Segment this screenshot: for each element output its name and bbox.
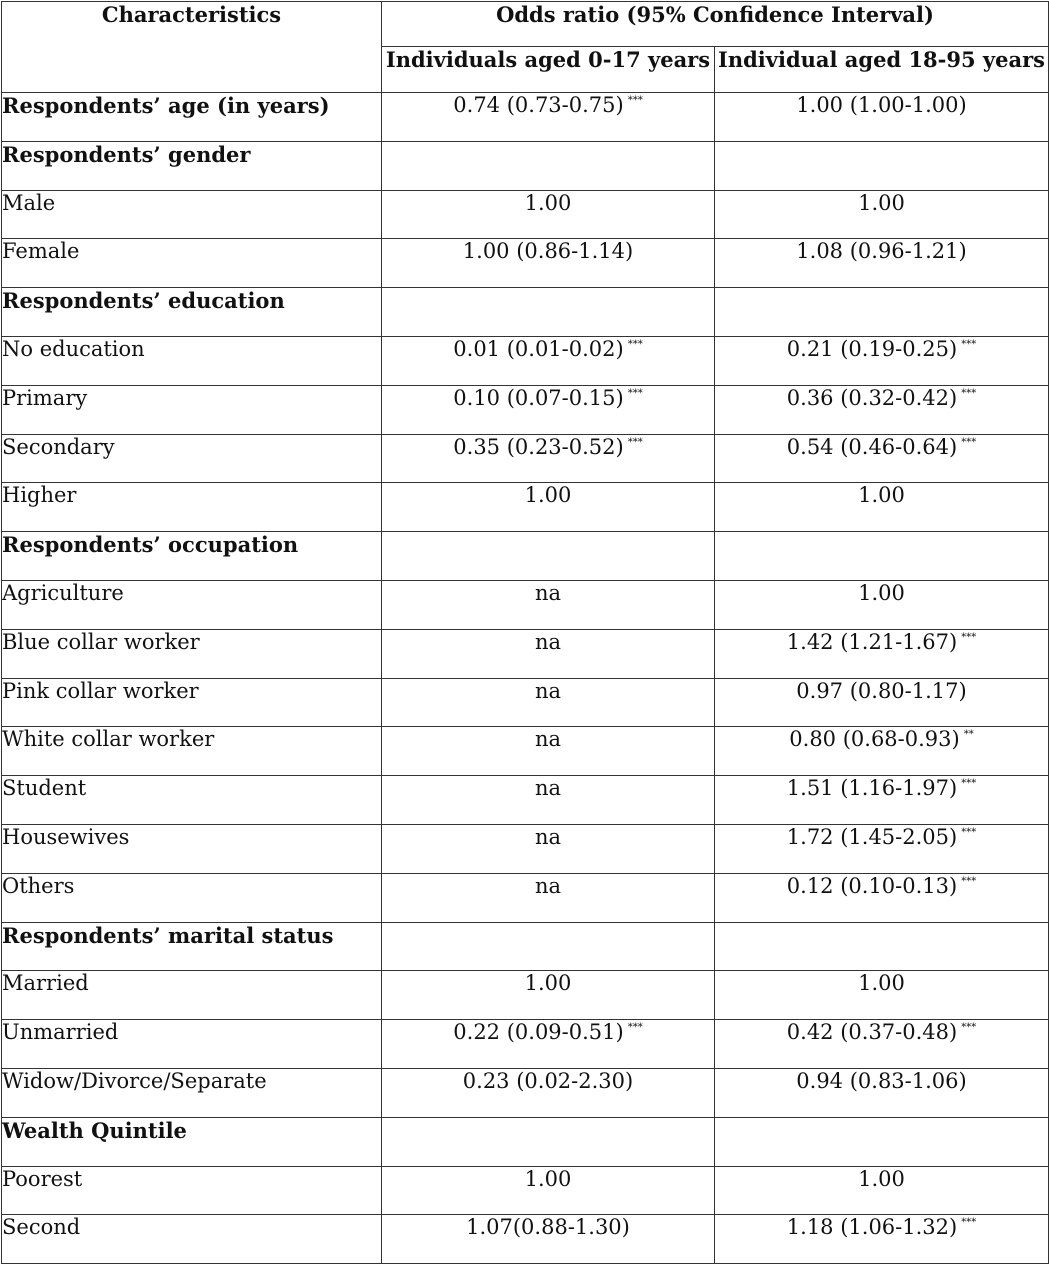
significance-marker: *** — [961, 875, 977, 887]
header-odds-ratio: Odds ratio (95% Confidence Interval) — [382, 2, 1049, 47]
row-label: Male — [2, 190, 382, 239]
value-age-0-17-cell — [382, 385, 715, 434]
value-age-0-17: 0.23 (0.02-2.30) — [462, 1068, 634, 1093]
value-age-0-17: na — [534, 580, 562, 605]
value-age-18-95: 0.97 (0.80-1.17) — [796, 678, 967, 703]
value-age-0-17: na — [534, 776, 562, 801]
table-row — [2, 190, 1049, 239]
value-age-18-95-cell — [715, 873, 1049, 922]
row-label: Married — [2, 971, 382, 1020]
value-age-18-95-cell — [715, 1117, 1049, 1166]
significance-marker: *** — [627, 338, 643, 350]
row-label: Second — [2, 1215, 382, 1264]
table-row — [2, 873, 1049, 922]
table-row — [2, 1068, 1049, 1117]
section-label: Respondents’ occupation — [2, 532, 382, 581]
value-age-18-95-cell — [715, 580, 1049, 629]
table-body — [2, 93, 1049, 1264]
value-age-0-17-cell — [382, 971, 715, 1020]
value-age-0-17-cell — [382, 483, 715, 532]
value-age-18-95: 1.00 (1.00-1.00) — [796, 93, 967, 117]
value-age-0-17: 0.22 (0.09-0.51) — [453, 1020, 624, 1045]
value-age-18-95-cell — [715, 629, 1049, 678]
value-age-18-95-cell — [715, 1166, 1049, 1215]
value-age-18-95: 1.42 (1.21-1.67) — [786, 629, 958, 654]
value-age-0-17-cell — [382, 434, 715, 483]
table-row — [2, 239, 1049, 288]
value-age-0-17: na — [534, 824, 562, 849]
value-age-18-95-cell — [715, 434, 1049, 483]
value-age-18-95: 0.21 (0.19-0.25) — [786, 336, 958, 361]
value-age-0-17-cell — [382, 239, 715, 288]
value-age-18-95-cell — [715, 288, 1049, 337]
row-label: Student — [2, 776, 382, 825]
value-age-18-95-cell — [715, 776, 1049, 825]
significance-marker: *** — [961, 1022, 977, 1034]
value-age-18-95: 0.12 (0.10-0.13) — [786, 873, 958, 898]
value-age-0-17: 0.35 (0.23-0.52) — [453, 434, 624, 459]
row-label: Primary — [2, 385, 382, 434]
significance-marker: *** — [961, 826, 977, 838]
table-row — [2, 971, 1049, 1020]
value-age-18-95-cell — [715, 190, 1049, 239]
value-age-0-17-cell — [382, 678, 715, 727]
row-label: Poorest — [2, 1166, 382, 1215]
value-age-18-95-cell — [715, 336, 1049, 385]
row-label: Unmarried — [2, 1020, 382, 1069]
value-age-18-95-cell — [715, 532, 1049, 581]
row-label: Secondary — [2, 434, 382, 483]
value-age-18-95: 1.51 (1.16-1.97) — [786, 776, 958, 801]
value-age-18-95-cell — [715, 971, 1049, 1020]
value-age-0-17: 1.00 — [524, 483, 572, 508]
value-age-18-95-cell — [715, 1068, 1049, 1117]
value-age-18-95: 0.54 (0.46-0.64) — [786, 434, 958, 459]
value-age-18-95: 1.00 — [858, 1166, 905, 1191]
significance-marker: *** — [627, 436, 643, 448]
value-age-0-17-cell — [382, 1117, 715, 1166]
section-row — [2, 532, 1049, 581]
row-label: White collar worker — [2, 727, 382, 776]
header-characteristics: Characteristics — [2, 2, 382, 93]
table-row — [2, 824, 1049, 873]
value-age-0-17-cell — [382, 824, 715, 873]
table-row — [2, 385, 1049, 434]
table-row — [2, 1020, 1049, 1069]
table-row — [2, 678, 1049, 727]
section-row — [2, 1117, 1049, 1166]
value-age-0-17-cell — [382, 1166, 715, 1215]
value-age-0-17-cell — [382, 1020, 715, 1069]
value-age-18-95-cell — [715, 824, 1049, 873]
table-row — [2, 580, 1049, 629]
value-age-0-17-cell — [382, 1068, 715, 1117]
value-age-0-17: 1.00 — [524, 971, 572, 996]
row-label: Widow/Divorce/Separate — [2, 1068, 382, 1117]
significance-marker: *** — [961, 778, 977, 790]
row-label: Higher — [2, 483, 382, 532]
value-age-18-95-cell — [715, 141, 1049, 190]
value-age-0-17-cell — [382, 288, 715, 337]
value-age-18-95-cell — [715, 483, 1049, 532]
value-age-0-17: 1.00 (0.86-1.14) — [462, 239, 634, 264]
value-age-0-17-cell — [382, 93, 715, 142]
section-row — [2, 141, 1049, 190]
table-header — [2, 2, 1049, 93]
value-age-18-95: 1.00 — [858, 190, 905, 215]
significance-marker: ** — [963, 729, 974, 741]
section-row — [2, 93, 1049, 142]
value-age-0-17-cell — [382, 190, 715, 239]
section-label: Respondents’ marital status — [2, 922, 382, 971]
value-age-18-95: 1.00 — [858, 971, 905, 996]
value-age-18-95-cell — [715, 239, 1049, 288]
value-age-18-95: 1.72 (1.45-2.05) — [786, 824, 958, 849]
value-age-0-17: 0.01 (0.01-0.02) — [453, 336, 624, 361]
section-row — [2, 288, 1049, 337]
table-row — [2, 629, 1049, 678]
value-age-18-95: 0.94 (0.83-1.06) — [796, 1068, 967, 1093]
table-row — [2, 1166, 1049, 1215]
value-age-0-17: 0.10 (0.07-0.15) — [453, 385, 624, 410]
value-age-0-17: na — [534, 678, 562, 703]
value-age-0-17: na — [534, 629, 562, 654]
row-label: Female — [2, 239, 382, 288]
value-age-18-95-cell — [715, 1020, 1049, 1069]
odds-ratio-table — [1, 1, 1049, 1264]
significance-marker: *** — [627, 1022, 643, 1034]
table-row — [2, 727, 1049, 776]
value-age-0-17-cell — [382, 580, 715, 629]
value-age-18-95-cell — [715, 93, 1049, 142]
value-age-0-17: 1.00 — [524, 190, 572, 215]
table-row — [2, 483, 1049, 532]
table-row — [2, 434, 1049, 483]
value-age-0-17: na — [534, 727, 562, 752]
section-label: Respondents’ education — [2, 288, 382, 337]
value-age-0-17-cell — [382, 873, 715, 922]
section-row — [2, 922, 1049, 971]
value-age-0-17-cell — [382, 629, 715, 678]
significance-marker: *** — [961, 436, 977, 448]
section-label: Respondents’ age (in years) — [2, 93, 382, 142]
significance-marker: *** — [961, 631, 977, 643]
value-age-18-95-cell — [715, 922, 1049, 971]
value-age-18-95: 0.80 (0.68-0.93) — [789, 727, 960, 752]
value-age-0-17-cell — [382, 336, 715, 385]
value-age-18-95-cell — [715, 385, 1049, 434]
header-age-18-95: Individual aged 18-95 years — [715, 47, 1049, 93]
row-label: No education — [2, 336, 382, 385]
value-age-18-95-cell — [715, 1215, 1049, 1264]
section-label: Wealth Quintile — [2, 1117, 382, 1166]
value-age-0-17: na — [534, 873, 562, 898]
value-age-18-95: 1.00 — [858, 580, 905, 605]
value-age-18-95: 1.18 (1.06-1.32) — [786, 1215, 958, 1240]
significance-marker: *** — [627, 95, 643, 106]
value-age-0-17-cell — [382, 532, 715, 581]
row-label: Pink collar worker — [2, 678, 382, 727]
value-age-18-95: 1.08 (0.96-1.21) — [796, 239, 967, 264]
value-age-0-17: 1.00 — [524, 1166, 572, 1191]
table-row — [2, 336, 1049, 385]
value-age-18-95-cell — [715, 678, 1049, 727]
row-label: Others — [2, 873, 382, 922]
value-age-18-95: 1.00 — [858, 483, 905, 508]
value-age-0-17-cell — [382, 141, 715, 190]
value-age-0-17-cell — [382, 776, 715, 825]
value-age-18-95-cell — [715, 727, 1049, 776]
significance-marker: *** — [627, 387, 643, 399]
row-label: Housewives — [2, 824, 382, 873]
table-row — [2, 1215, 1049, 1264]
value-age-18-95: 0.42 (0.37-0.48) — [786, 1020, 958, 1045]
row-label: Agriculture — [2, 580, 382, 629]
section-label: Respondents’ gender — [2, 141, 382, 190]
value-age-18-95: 0.36 (0.32-0.42) — [786, 385, 958, 410]
table-row — [2, 776, 1049, 825]
significance-marker: *** — [961, 387, 977, 399]
value-age-0-17: 0.74 (0.73-0.75) — [453, 93, 624, 117]
header-age-0-17: Individuals aged 0-17 years — [382, 47, 715, 93]
value-age-0-17: 1.07(0.88-1.30) — [466, 1215, 630, 1240]
value-age-0-17-cell — [382, 922, 715, 971]
row-label: Blue collar worker — [2, 629, 382, 678]
significance-marker: *** — [961, 338, 977, 350]
significance-marker: *** — [961, 1217, 977, 1229]
value-age-0-17-cell — [382, 1215, 715, 1264]
value-age-0-17-cell — [382, 727, 715, 776]
